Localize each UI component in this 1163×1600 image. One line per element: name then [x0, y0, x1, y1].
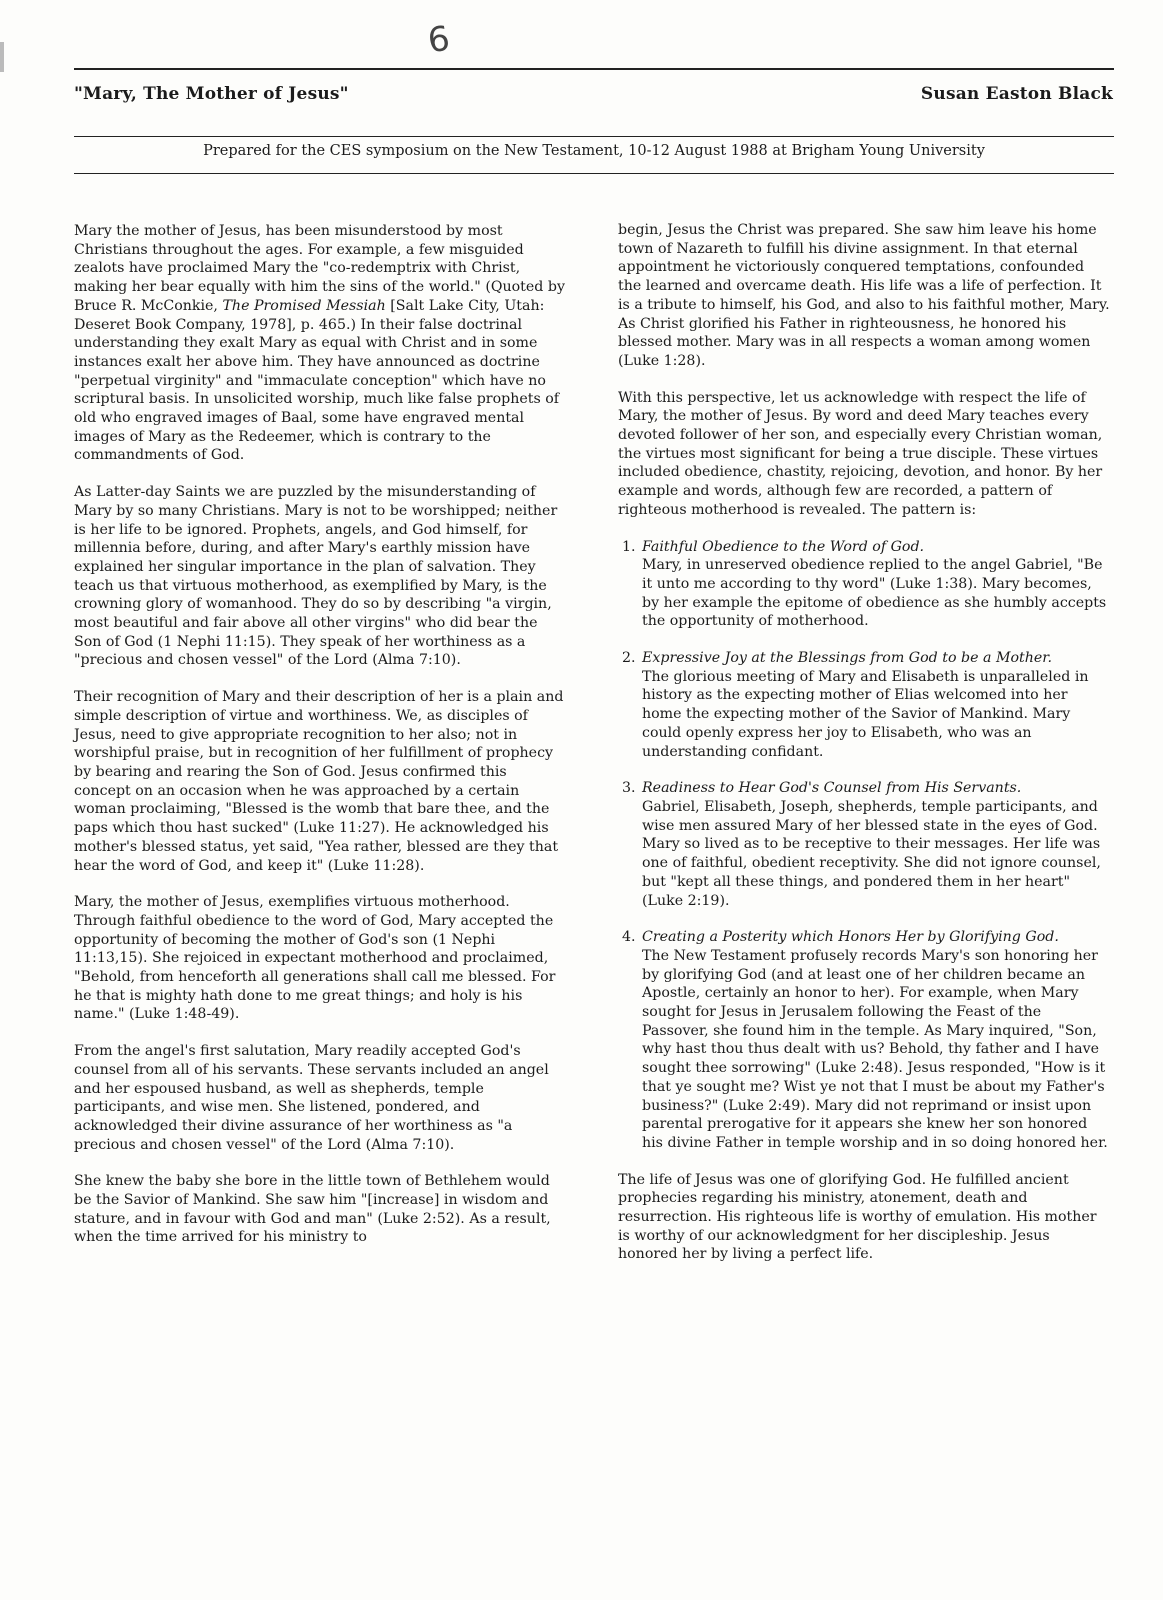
list-item-heading: 3. Readiness to Hear God's Counsel from His Servants.	[642, 780, 1022, 797]
list-item-text: Mary, in unreserved obedience replied to the angel Gabriel, "Be it unto me according to thy word" (Luke 1:38). Mary becomes, by her example the epitome of obedience as she humbly accepts the opportunity of motherhood.	[642, 557, 1107, 630]
paragraph: Mary, the mother of Jesus, exemplifies virtuous motherhood. Through faithful obedience to the word of God, Mary accepted the opportunity of becoming the mother of God's son (1 Nephi 11:13,15). She rejoiced in expectant motherhood and proclaimed, "Behold, from henceforth all generations shall call me blessed. For he that is mighty hath done to me great things; and holy is his name." (Luke 1:48-49).	[74, 894, 556, 1023]
list-item	[640, 779, 1110, 910]
list-item	[640, 649, 1110, 761]
paragraph: With this perspective, let us acknowledge with respect the life of Mary, the mother of Jesus. By word and deed Mary teaches every devoted follower of her son, and especially every Christian woman, the virtues most significant for being a true disciple. These virtues included obedience, chastity, rejoicing, devotion, and honor. By her example and words, although few are recorded, a pattern of righteous motherhood is revealed. The pattern is:	[618, 389, 1103, 518]
paragraph: The life of Jesus was one of glorifying God. He fulfilled ancient prophecies regarding his ministry, atonement, death and resurrection. His righteous life is worthy of emulation. His mother is worthy of our acknowledgment for her discipleship. Jesus honored her by living a perfect life.	[618, 1171, 1097, 1263]
header-top-rule	[74, 68, 1114, 70]
paragraph: As Latter-day Saints we are puzzled by the misunderstanding of Mary by so many Christians. Mary is not to be worshipped; neither is her life to be ignored. Prophets, angels, and God himself, for millennia before, during, and after Mary's earthly mission have explained her singular importance in the plan of salvation. They teach us that virtuous motherhood, as exemplified by Mary, is the crowning glory of womanhood. They do so by describing "a virgin, most beautiful and fair above all other virgins" who did bear the Son of God (1 Nephi 11:15). They speak of her worthiness as a "precious and chosen vessel" of the Lord (Alma 7:10).	[74, 484, 558, 669]
list-item-heading: 1. Faithful Obedience to the Word of God.	[642, 538, 925, 555]
list-item	[640, 538, 1110, 632]
document-title: "Mary, The Mother of Jesus"	[74, 84, 349, 104]
book-title-italic: The Promised Messiah	[222, 297, 386, 314]
paragraph: Their recognition of Mary and their description of her is a plain and simple description of virtue and worthiness. We, as disciples of Jesus, need to give appropriate recognition to her also; not in worshipful praise, but in recognition of her fulfillment of prophecy by bearing and rearing the Son of God. Jesus confirmed this concept on an occasion when he was approached by a certain woman proclaiming, "Blessed is the womb that bare thee, and the paps which thou hast sucked" (Luke 11:27). He acknowledged his mother's blessed status, yet said, "Yea rather, blessed are they that hear the word of God, and keep it" (Luke 11:28).	[74, 689, 564, 874]
paragraph: From the angel's first salutation, Mary readily accepted God's counsel from all of his servants. These servants included an angel and her espoused husband, as well as shepherds, temple participants, and wise men. She listened, pondered, and acknowledged their divine assurance of her worthiness as "a precious and chosen vessel" of the Lord (Alma 7:10).	[74, 1043, 549, 1153]
paragraph: She knew the baby she bore in the little town of Bethlehem would be the Savior of Mankind. She saw him "[increase] in wisdom and stature, and in favour with God and man" (Luke 2:52). As a result, when the time arrived for his ministry to	[74, 1173, 551, 1246]
handwritten-mark: 6	[425, 18, 453, 62]
list-item-text: The New Testament profusely records Mary's son honoring her by glorifying God (and at least one of her children became an Apostle, certainly an honor to her). For example, when Mary sought for Jesus in Jerusalem following the Feast of the Passover, she found him in the temple. As Mary inquired, "Son, why hast thou thus dealt with us? Behold, thy father and I have sought thee sorrowing" (Luke 2:48). Jesus responded, "How is it that ye sought me? Wist ye not that I must be about my Father's business?" (Luke 2:49). Mary did not reprimand or insist upon parental prerogative for it appears she knew her son honored his divine Father in temple worship and in so doing honored her.	[642, 947, 1108, 1151]
paragraph	[74, 222, 566, 465]
pattern-list	[618, 538, 1110, 1153]
paragraph-text: Mary the mother of Jesus, has been misunderstood by most Christians throughout the ages. For example, a few misguided zealots have proclaimed Mary the "co-redemptrix with Christ, making her bear equally with him the sins of the world." (Quoted by Bruce R. McConkie,	[74, 223, 565, 314]
list-item	[640, 928, 1110, 1152]
document-author: Susan Easton Black	[920, 84, 1113, 104]
list-item-heading: 4. Creating a Posterity which Honors Her by Glorifying God.	[642, 929, 1059, 946]
header-bottom-rule	[74, 173, 1114, 174]
paragraph: begin, Jesus the Christ was prepared. She saw him leave his home town of Nazareth to fulfill his divine assignment. In that eternal appointment he victoriously conquered temptations, confounded the learned and overcame death. His life was a life of perfection. It is a tribute to himself, his God, and also to his faithful mother, Mary. As Christ glorified his Father in righteousness, he honored his blessed mother. Mary was in all respects a woman among women (Luke 1:28).	[618, 222, 1110, 369]
paragraph-text: [Salt Lake City, Utah: Deseret Book Company, 1978], p. 465.) In their false doctrinal understanding they exalt Mary as equal with Christ and in some instances exalt her above him. They have announced as doctrine "perpetual virginity" and "immaculate conception" which have no scriptural basis. In unsolicited worship, much like false prophets of old who engraved images of Baal, some have engraved mental images of Mary as the Redeemer, which is contrary to the commandments of God.	[74, 297, 560, 464]
left-column	[74, 222, 566, 1265]
right-column	[618, 221, 1110, 1282]
header-middle-rule	[74, 136, 1114, 137]
list-item-text: Gabriel, Elisabeth, Joseph, shepherds, temple participants, and wise men assured Mary of her blessed state in the eyes of God. Mary so lived as to be receptive to their messages. Her life was one of faithful, obedient receptivity. She did not ignore counsel, but "kept all these things, and pondered them in her heart" (Luke 2:19).	[642, 798, 1101, 909]
list-item-text: The glorious meeting of Mary and Elisabeth is unparalleled in history as the expecting mother of Elias welcomed into her home the expecting mother of the Savior of Mankind. Mary could openly express her joy to Elisabeth, who was an understanding confidant.	[642, 668, 1089, 760]
scan-edge-mark	[0, 42, 4, 72]
document-subtitle: Prepared for the CES symposium on the New Testament, 10-12 August 1988 at Brigham Young University	[203, 143, 985, 159]
list-item-heading: 2. Expressive Joy at the Blessings from God to be a Mother.	[642, 650, 1053, 667]
